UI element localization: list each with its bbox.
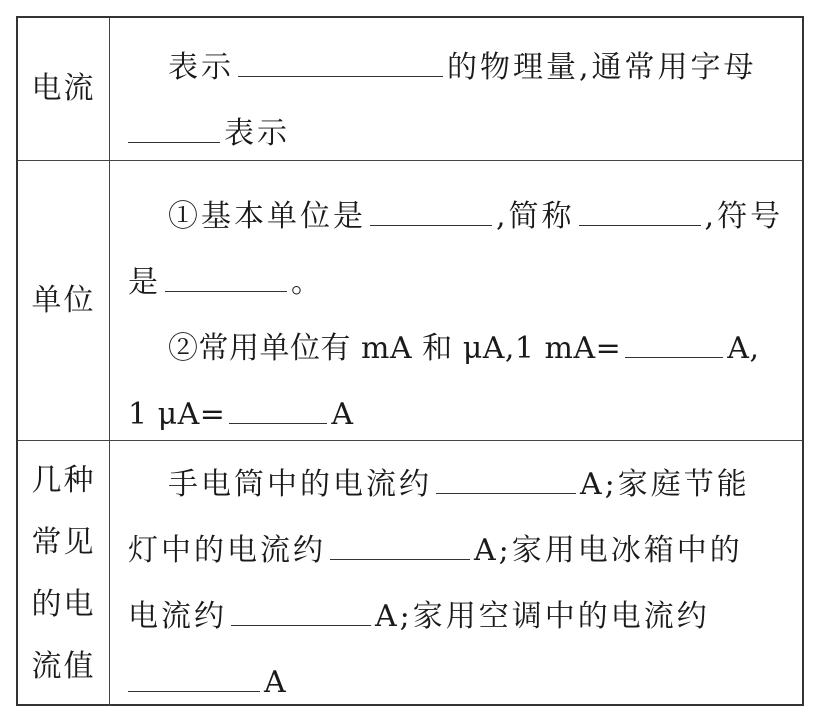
text-segment: 手电筒中的电流约 bbox=[168, 467, 432, 502]
fill-blank[interactable] bbox=[330, 515, 470, 560]
fill-blank[interactable] bbox=[128, 98, 220, 143]
text-segment: A;家庭节能 bbox=[580, 467, 750, 502]
fill-blank[interactable] bbox=[625, 313, 723, 358]
text-segment: ②常用单位有 mA 和 μA,1 mA= bbox=[168, 331, 622, 366]
text-segment: 灯中的电流约 bbox=[128, 533, 326, 568]
fill-blank[interactable] bbox=[165, 247, 287, 292]
row-label-common-values bbox=[18, 441, 110, 706]
row-content-common-values bbox=[110, 441, 802, 706]
knowledge-table bbox=[16, 16, 804, 706]
text-segment: A, bbox=[727, 331, 760, 366]
row-label-unit: 单位 bbox=[18, 161, 110, 440]
row-content-current bbox=[110, 18, 802, 160]
text-segment: 电流约 bbox=[128, 599, 227, 634]
text-line bbox=[128, 581, 784, 647]
fill-blank[interactable] bbox=[579, 181, 701, 226]
text-line bbox=[128, 247, 784, 313]
fill-blank[interactable] bbox=[229, 379, 327, 424]
label-line: 几种 bbox=[31, 462, 96, 498]
text-line bbox=[128, 32, 784, 98]
text-line bbox=[128, 515, 784, 581]
text-segment: 的物理量,通常用字母 bbox=[447, 50, 757, 85]
label-line: 常见 bbox=[31, 524, 96, 560]
fill-blank[interactable] bbox=[436, 449, 576, 494]
table-row-current bbox=[18, 18, 802, 161]
text-segment: ①基本单位是 bbox=[168, 199, 366, 234]
row-content-unit bbox=[110, 161, 802, 440]
text-segment: A;家用电冰箱中的 bbox=[474, 533, 743, 568]
fill-blank[interactable] bbox=[128, 647, 260, 692]
text-line bbox=[128, 181, 784, 247]
label-line: 的电 bbox=[31, 586, 96, 622]
text-line bbox=[128, 647, 784, 713]
text-line bbox=[128, 449, 784, 515]
text-line bbox=[128, 313, 784, 379]
text-line bbox=[128, 98, 784, 164]
fill-blank[interactable] bbox=[238, 32, 443, 77]
text-line bbox=[128, 379, 784, 445]
text-segment: 1 μA= bbox=[128, 397, 226, 432]
text-segment: A;家用空调中的电流约 bbox=[375, 599, 710, 634]
text-segment: A bbox=[264, 665, 289, 700]
text-segment: 表示 bbox=[168, 50, 234, 85]
text-segment: ,简称 bbox=[496, 199, 575, 234]
row-label-current: 电流 bbox=[18, 18, 110, 160]
fill-blank[interactable] bbox=[370, 181, 492, 226]
text-segment: 是 bbox=[128, 265, 161, 300]
text-segment: 表示 bbox=[224, 116, 290, 151]
fill-blank[interactable] bbox=[231, 581, 371, 626]
table-row-common-values bbox=[18, 441, 802, 706]
table-row-unit bbox=[18, 161, 802, 441]
text-segment: 。 bbox=[291, 265, 324, 300]
text-segment: ,符号 bbox=[704, 199, 784, 234]
text-segment: A bbox=[331, 397, 354, 432]
label-line: 流值 bbox=[31, 648, 96, 684]
